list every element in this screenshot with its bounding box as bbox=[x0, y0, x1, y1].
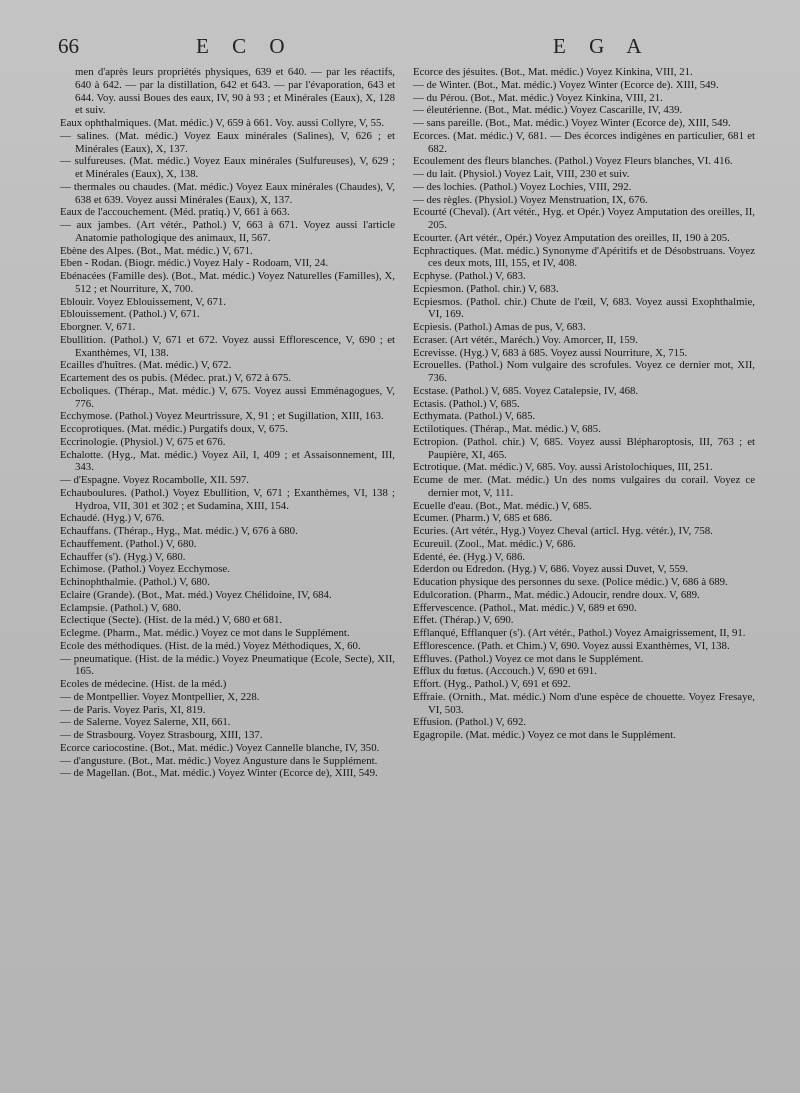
index-entry: Eblouissement. (Pathol.) V, 671. bbox=[60, 308, 200, 321]
index-entry: Eclaire (Grande). (Bot., Mat. méd.) Voyez Chélidoine, IV, 684. bbox=[60, 588, 332, 601]
index-entry: — des règles. (Physiol.) Voyez Menstruation, IX, 676. bbox=[413, 193, 648, 206]
index-entry: Effervescence. (Pathol., Mat. médic.) V, 689 et 690. bbox=[413, 601, 637, 614]
index-entry: Efflanqué, Efflanquer (s'). (Art vétér., Pathol.) Voyez Amaigrissement, II, 91. bbox=[413, 627, 746, 639]
left-column bbox=[60, 66, 395, 780]
index-entry: Ecthymata. (Pathol.) V, 685. bbox=[413, 410, 536, 423]
index-entry: Effraie. (Ornith., Mat. médic.) Nom d'une espèce de chouette. Voyez Fresaye, VI, 503. bbox=[413, 690, 755, 716]
index-entry: Ectrotique. (Mat. médic.) V, 685. Voy. aussi Aristolochiques, III, 251. bbox=[413, 461, 713, 474]
index-entry: Echauboulures. (Pathol.) Voyez Ebullition, V, 671 ; Exanthèmes, VI, 138 ; Hydroa, VII, 301 et 302 ; et Sudamina, XIII, 154. bbox=[60, 486, 395, 512]
page-number: 66 bbox=[58, 34, 79, 58]
index-entry: — sulfureuses. (Mat. médic.) Voyez Eaux minérales (Sulfureuses), V, 629 ; et Minérales (Eaux), X, 138. bbox=[60, 155, 395, 180]
index-entry: Ectilotiques. (Thérap., Mat. médic.) V, 685. bbox=[413, 423, 601, 435]
index-entry: Ecpiesmos. (Pathol. chir.) Chute de l'œil, V, 683. Voyez aussi Exophthalmie, VI, 169. bbox=[413, 295, 755, 321]
index-entry: Ecole des méthodiques. (Hist. de la méd.) Voyez Méthodiques, X, 60. bbox=[60, 639, 361, 652]
index-entry: Echinophthalmie. (Pathol.) V, 680. bbox=[60, 576, 210, 588]
index-entry: — éleutérienne. (Bot., Mat. médic.) Voyez Cascarille, IV, 439. bbox=[413, 104, 683, 117]
index-entry: Edenté, ée. (Hyg.) V, 686. bbox=[413, 550, 526, 563]
index-entry: — aux jambes. (Art vétér., Pathol.) V, 663 à 671. Voyez aussi l'article Anatomie pathologique des animaux, II, 567. bbox=[60, 219, 395, 244]
index-entry: Ecrevisse. (Hyg.) V, 683 à 685. Voyez aussi Nourriture, X, 715. bbox=[413, 346, 688, 359]
index-entry: Ebénacées (Famille des). (Bot., Mat. médic.) Voyez Naturelles (Familles), X, 512 ; et Nourriture, X, 700. bbox=[60, 270, 395, 295]
index-entry: — salines. (Mat. médic.) Voyez Eaux minérales (Salines), V, 626 ; et Minérales (Eaux), X, 137. bbox=[60, 129, 395, 155]
index-entry: Ecumer. (Pharm.) V, 685 et 686. bbox=[413, 512, 553, 525]
index-entry: — du lait. (Physiol.) Voyez Lait, VIII, 230 et suiv. bbox=[413, 168, 630, 180]
index-entry: Effusion. (Pathol.) V, 692. bbox=[413, 716, 527, 729]
index-entry: Effet. (Thérap.) V, 690. bbox=[413, 614, 514, 627]
index-entry: Ecuelle d'eau. (Bot., Mat. médic.) V, 685. bbox=[413, 499, 592, 512]
index-entry: Ebène des Alpes. (Bot., Mat. médic.) V, 671. bbox=[60, 244, 253, 257]
index-entry: Echauffans. (Thérap., Hyg., Mat. médic.) V, 676 à 680. bbox=[60, 525, 298, 537]
left-running-head: E C O bbox=[196, 34, 294, 58]
index-entry: — sans pareille. (Bot., Mat. médic.) Voyez Winter (Ecorce de), XIII, 549. bbox=[413, 117, 731, 129]
index-entry: Effort. (Hyg., Pathol.) V, 691 et 692. bbox=[413, 678, 571, 690]
right-column bbox=[413, 66, 755, 742]
index-entry: Ecume de mer. (Mat. médic.) Un des noms vulgaires du corail. Voyez ce dernier mot, V, 111. bbox=[413, 474, 755, 499]
index-entry: Edulcoration. (Pharm., Mat. médic.) Adoucir, rendre doux. V, 689. bbox=[413, 588, 700, 601]
index-entry: Echauffement. (Pathol.) V, 680. bbox=[60, 537, 197, 550]
index-entry: Education physique des personnes du sexe. (Police médic.) V, 686 à 689. bbox=[413, 576, 728, 588]
index-entry: Eccoprotiques. (Mat. médic.) Purgatifs doux, V, 675. bbox=[60, 423, 288, 435]
index-entry: Ebullition. (Pathol.) V, 671 et 672. Voyez aussi Efflorescence, V, 690 ; et Exanthèmes, VI, 138. bbox=[60, 333, 395, 359]
index-entry: Ectasis. (Pathol.) V, 685. bbox=[413, 397, 520, 410]
index-entry: — de Magellan. (Bot., Mat. médic.) Voyez Winter (Ecorce de), XIII, 549. bbox=[60, 767, 378, 780]
index-entry: Eclegme. (Pharm., Mat. médic.) Voyez ce mot dans le Supplément. bbox=[60, 627, 350, 639]
index-entry: — de Montpellier. Voyez Montpellier, X, 228. bbox=[60, 690, 260, 703]
index-entry: Ecoulement des fleurs blanches. (Pathol.) Voyez Fleurs blanches, VI. 416. bbox=[413, 155, 733, 168]
index-entry: Eben - Rodan. (Biogr. médic.) Voyez Haly - Rodoam, VII, 24. bbox=[60, 257, 329, 270]
index-entry: Echaudé. (Hyg.) V, 676. bbox=[60, 512, 165, 525]
index-entry: Effluves. (Pathol.) Voyez ce mot dans le Supplément. bbox=[413, 652, 644, 665]
index-entry: Ecorces. (Mat. médic.) V, 681. — Des écorces indigènes en particulier, 681 et 682. bbox=[413, 129, 755, 155]
index-entry: Ecoles de médecine. (Hist. de la méd.) bbox=[60, 678, 227, 690]
index-entry: Ecourter. (Art vétér., Opér.) Voyez Amputation des oreilles, II, 190 à 205. bbox=[413, 231, 730, 244]
index-entry: Ecphyse. (Pathol.) V, 683. bbox=[413, 270, 526, 282]
index-entry: Ecraser. (Art vétér., Maréch.) Voy. Amorcer, II, 159. bbox=[413, 333, 638, 346]
index-entry: Ecartement des os pubis. (Médec. prat.) V, 672 à 675. bbox=[60, 372, 292, 384]
index-entry: Eaux de l'accouchement. (Méd. pratiq.) V, 661 à 663. bbox=[60, 206, 290, 219]
index-entry: — des lochies. (Pathol.) Voyez Lochies, VIII, 292. bbox=[413, 180, 632, 193]
index-entry: Ecboliques. (Thérap., Mat. médic.) V, 675. Voyez aussi Emménagogues, V, 776. bbox=[60, 384, 395, 410]
index-entry: Egagropile. (Mat. médic.) Voyez ce mot dans le Supplément. bbox=[413, 729, 676, 741]
index-entry: Ecpiesis. (Pathol.) Amas de pus, V, 683. bbox=[413, 321, 586, 333]
right-running-head: E G A bbox=[553, 34, 651, 58]
index-entry: Echauffer (s'). (Hyg.) V, 680. bbox=[60, 550, 186, 563]
index-entry: Ecpiesmon. (Pathol. chir.) V, 683. bbox=[413, 282, 559, 295]
index-entry: Efflux du fœtus. (Accouch.) V, 690 et 691. bbox=[413, 665, 597, 678]
index-entry: Ecchymose. (Pathol.) Voyez Meurtrissure, X, 91 ; et Sugillation, XIII, 163. bbox=[60, 410, 384, 423]
index-entry: — d'Espagne. Voyez Rocambolle, XII. 597. bbox=[60, 474, 249, 486]
index-entry: Eclectique (Secte). (Hist. de la méd.) V, 680 et 681. bbox=[60, 614, 283, 627]
index-entry: Ecrouelles. (Pathol.) Nom vulgaire des scrofules. Voyez ce dernier mot, XII, 736. bbox=[413, 359, 755, 384]
index-entry: Ecureuil. (Zool., Mat. médic.) V, 686. bbox=[413, 537, 576, 550]
index-entry: Ecorce des jésuites. (Bot., Mat. médic.) Voyez Kinkina, VIII, 21. bbox=[413, 66, 693, 78]
index-entry: — de Strasbourg. Voyez Strasbourg, XIII, 137. bbox=[60, 729, 263, 741]
index-entry: men d'après leurs propriétés physiques, 639 et 640. — par les réactifs, 640 à 642. — par la distillation, 642 et 643. — par l'évaporation, 643 et 644. Voy. aussi Boues des eaux, IV, 90 à 93 ; et Minérales (Eaux), X, 128 et suiv. bbox=[75, 66, 395, 117]
index-entry: — du Pérou. (Bot., Mat. médic.) Voyez Kinkina, VIII, 21. bbox=[413, 91, 663, 104]
index-entry: Echalotte. (Hyg., Mat. médic.) Voyez Ail, I, 409 ; et Assaisonnement, III, 343. bbox=[60, 448, 395, 474]
index-entry: — thermales ou chaudes. (Mat. médic.) Voyez Eaux minérales (Chaudes), V, 638 et 639. Voyez aussi Minérales (Eaux), X, 137. bbox=[60, 180, 395, 206]
index-entry: Eaux ophthalmiques. (Mat. médic.) V, 659 à 661. Voy. aussi Collyre, V, 55. bbox=[60, 117, 385, 129]
index-entry: — de Salerne. Voyez Salerne, XII, 661. bbox=[60, 716, 231, 729]
index-entry: Ecuries. (Art vétér., Hyg.) Voyez Cheval (articl. Hyg. vétér.), IV, 758. bbox=[413, 525, 713, 537]
index-entry: Efflorescence. (Path. et Chim.) V, 690. Voyez aussi Exanthèmes, VI, 138. bbox=[413, 639, 730, 652]
index-entry: Ecorce cariocostine. (Bot., Mat. médic.) Voyez Cannelle blanche, IV, 350. bbox=[60, 741, 380, 754]
index-entry: — de Paris. Voyez Paris, XI, 819. bbox=[60, 703, 206, 716]
index-entry: Ecstase. (Pathol.) V, 685. Voyez Catalepsie, IV, 468. bbox=[413, 384, 639, 397]
index-entry: Eclampsie. (Pathol.) V, 680. bbox=[60, 601, 182, 614]
index-entry: Echimose. (Pathol.) Voyez Ecchymose. bbox=[60, 563, 230, 576]
index-entry: Ecourté (Cheval). (Art vétér., Hyg. et Opér.) Voyez Amputation des oreilles, II, 205. bbox=[413, 206, 755, 231]
index-entry: Ecailles d'huîtres. (Mat. médic.) V, 672. bbox=[60, 359, 232, 372]
index-entry: — d'angusture. (Bot., Mat. médic.) Voyez Angusture dans le Supplément. bbox=[60, 754, 378, 767]
index-entry: — de Winter. (Bot., Mat. médic.) Voyez Winter (Ecorce de). XIII, 549. bbox=[413, 78, 719, 91]
index-entry: Ederdon ou Edredon. (Hyg.) V, 686. Voyez aussi Duvet, V, 559. bbox=[413, 563, 689, 576]
index-entry: Eblouir. Voyez Eblouissement, V, 671. bbox=[60, 295, 226, 308]
index-entry: Eborgner. V, 671. bbox=[60, 321, 136, 333]
index-entry: — pneumatique. (Hist. de la médic.) Voyez Pneumatique (Ecole, Secte), XII, 165. bbox=[60, 652, 395, 678]
index-entry: Ectropion. (Pathol. chir.) V, 685. Voyez aussi Blépharoptosis, III, 763 ; et Paupière, XI, 465. bbox=[413, 435, 755, 461]
index-entry: Ecphractiques. (Mat. médic.) Synonyme d'Apéritifs et de Désobstruans. Voyez ces deux mots, III, 155, et IV, 408. bbox=[413, 244, 755, 270]
index-entry: Eccrinologie. (Physiol.) V, 675 et 676. bbox=[60, 435, 226, 448]
